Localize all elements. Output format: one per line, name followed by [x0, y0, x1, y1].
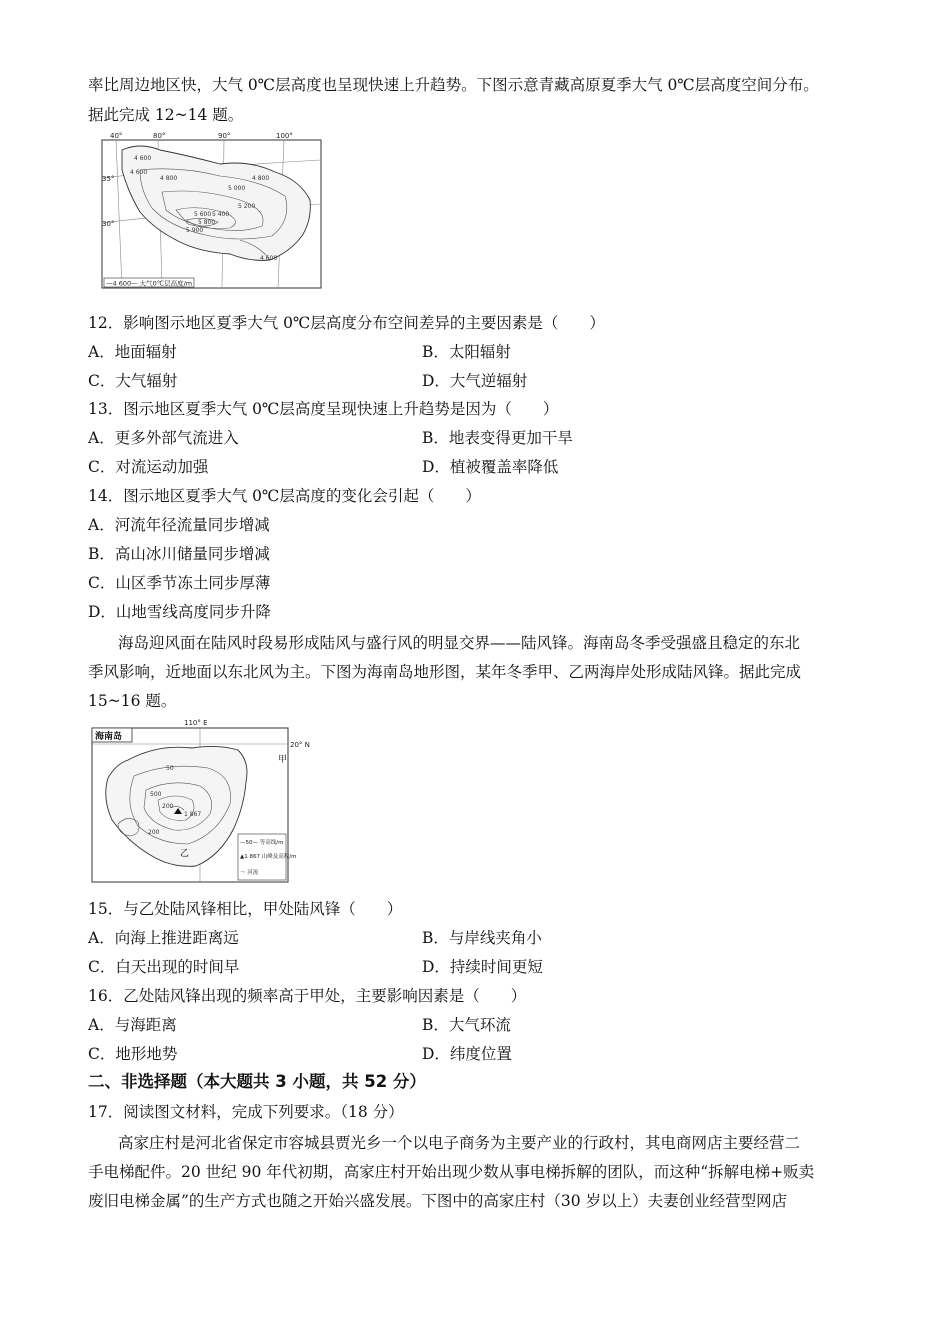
- q13-option-d: D．植被覆盖率降低: [422, 458, 559, 476]
- q13-option-c: C．对流运动加强: [88, 458, 209, 476]
- q15-option-a: A．向海上推进距离远: [88, 929, 239, 947]
- q16-option-d: D．纬度位置: [422, 1045, 512, 1063]
- q15-option-d: D．持续时间更短: [422, 958, 543, 976]
- q16-stem: 16．乙处陆风锋出现的频率高于甲处，主要影响因素是（ ）: [88, 987, 527, 1005]
- map1-contour-label: 5 400: [212, 211, 230, 218]
- map2-lon-label: 110° E: [184, 719, 208, 727]
- tibet-0c-height-map: [100, 130, 325, 292]
- q16-option-a: A．与海距离: [88, 1016, 177, 1034]
- q12-option-d: D．大气逆辐射: [422, 372, 528, 390]
- map1-lon-90: 90°: [218, 132, 231, 140]
- q17-para-line1: 高家庄村是河北省保定市容城县贾光乡一个以电子商务为主要产业的行政村，其电商网店主要经营二: [118, 1134, 801, 1152]
- map1-lon-80: 80°: [153, 132, 166, 140]
- q13-option-a: A．更多外部气流进入: [88, 429, 239, 447]
- q16-option-b: B．大气环流: [422, 1016, 511, 1034]
- map1-lat-35: 35°: [102, 175, 115, 183]
- q12-option-b: B．太阳辐射: [422, 343, 511, 361]
- map1-lon-40: 40°: [110, 132, 123, 140]
- map2-contour-label: 200: [162, 803, 174, 810]
- map1-contour-label: 5 000: [228, 185, 246, 192]
- map2-legend-contour: —50— 等高线/m: [240, 840, 284, 846]
- hainan-terrain-map: [88, 716, 320, 886]
- map1-contour-label: 4 800: [252, 175, 270, 182]
- map2-place-yi: 乙: [180, 849, 190, 859]
- map2-legend-peak: ▲1 867 山峰及高程/m: [240, 854, 297, 860]
- q13-stem: 13．图示地区夏季大气 0℃层高度呈现快速上升趋势是因为（ ）: [88, 400, 559, 418]
- map1-contour-label: 5 800: [198, 219, 216, 226]
- q14-option-d: D．山地雪线高度同步升降: [88, 603, 271, 621]
- map2-legend-river: ～ 河流: [240, 870, 259, 876]
- q17-stem: 17．阅读图文材料，完成下列要求。（18 分）: [88, 1103, 404, 1121]
- map1-contour-label: 4 600: [130, 169, 148, 176]
- map1-contour-label: 4 800: [160, 175, 178, 182]
- map1-contour-label: 5 200: [238, 203, 256, 210]
- map2-contour-label: 200: [148, 829, 160, 836]
- map2-contour-label: 50: [166, 765, 174, 772]
- intro2-line1: 海岛迎风面在陆风时段易形成陆风与盛行风的明显交界——陆风锋。海南岛冬季受强盛且稳定的东北: [118, 634, 801, 652]
- q17-para-line2: 手电梯配件。20 世纪 90 年代初期，高家庄村开始出现少数从事电梯拆解的团队，而这种“拆解电梯+贩卖: [88, 1163, 815, 1181]
- q15-option-c: C．白天出现的时间早: [88, 958, 240, 976]
- map2-contour-label: 500: [150, 791, 162, 798]
- q12-option-a: A．地面辐射: [88, 343, 177, 361]
- intro1-line1: 率比周边地区快，大气 0℃层高度也呈现快速上升趋势。下图示意青藏高原夏季大气 0℃层高度空间分布。: [88, 76, 819, 94]
- intro1-line2: 据此完成 12~14 题。: [88, 106, 244, 124]
- map1-lat-30: 30°: [102, 220, 115, 228]
- q16-option-c: C．地形地势: [88, 1045, 178, 1063]
- map1-contour-label: 4 600: [260, 255, 278, 262]
- intro2-line2: 季风影响，近地面以东北风为主。下图为海南岛地形图，某年冬季甲、乙两海岸处形成陆风锋。据此完成: [88, 663, 802, 681]
- q12-option-c: C．大气辐射: [88, 372, 178, 390]
- map2-lat-label: 20° N: [290, 741, 310, 749]
- map2-title: 海南岛: [95, 732, 123, 742]
- q15-stem: 15．与乙处陆风锋相比，甲处陆风锋（ ）: [88, 900, 403, 918]
- map2-place-jia: 甲: [278, 755, 288, 765]
- q14-option-b: B．高山冰川储量同步增减: [88, 545, 270, 563]
- q17-para-line3: 废旧电梯金属”的生产方式也随之开始兴盛发展。下图中的高家庄村（30 岁以上）夫妻创业经营型网店: [88, 1192, 788, 1210]
- q13-option-b: B．地表变得更加干旱: [422, 429, 573, 447]
- map1-contour-label: 5 900: [186, 227, 204, 234]
- q14-option-c: C．山区季节冻土同步厚薄: [88, 574, 271, 592]
- q15-option-b: B．与岸线夹角小: [422, 929, 542, 947]
- q14-stem: 14．图示地区夏季大气 0℃层高度的变化会引起（ ）: [88, 487, 481, 505]
- intro2-line3: 15~16 题。: [88, 692, 177, 710]
- q14-option-a: A．河流年径流量同步增减: [88, 516, 270, 534]
- map1-contour-label: 5 600: [194, 211, 212, 218]
- map1-legend: —4 600— 大气0℃层高度/m: [106, 279, 193, 288]
- map1-lon-100: 100°: [276, 132, 293, 140]
- map1-contour-label: 4 600: [134, 155, 152, 162]
- q12-stem: 12．影响图示地区夏季大气 0℃层高度分布空间差异的主要因素是（ ）: [88, 314, 605, 332]
- section-2-heading: 二、非选择题（本大题共 3 小题，共 52 分）: [88, 1072, 426, 1091]
- map2-contour-label: 1 867: [184, 811, 202, 818]
